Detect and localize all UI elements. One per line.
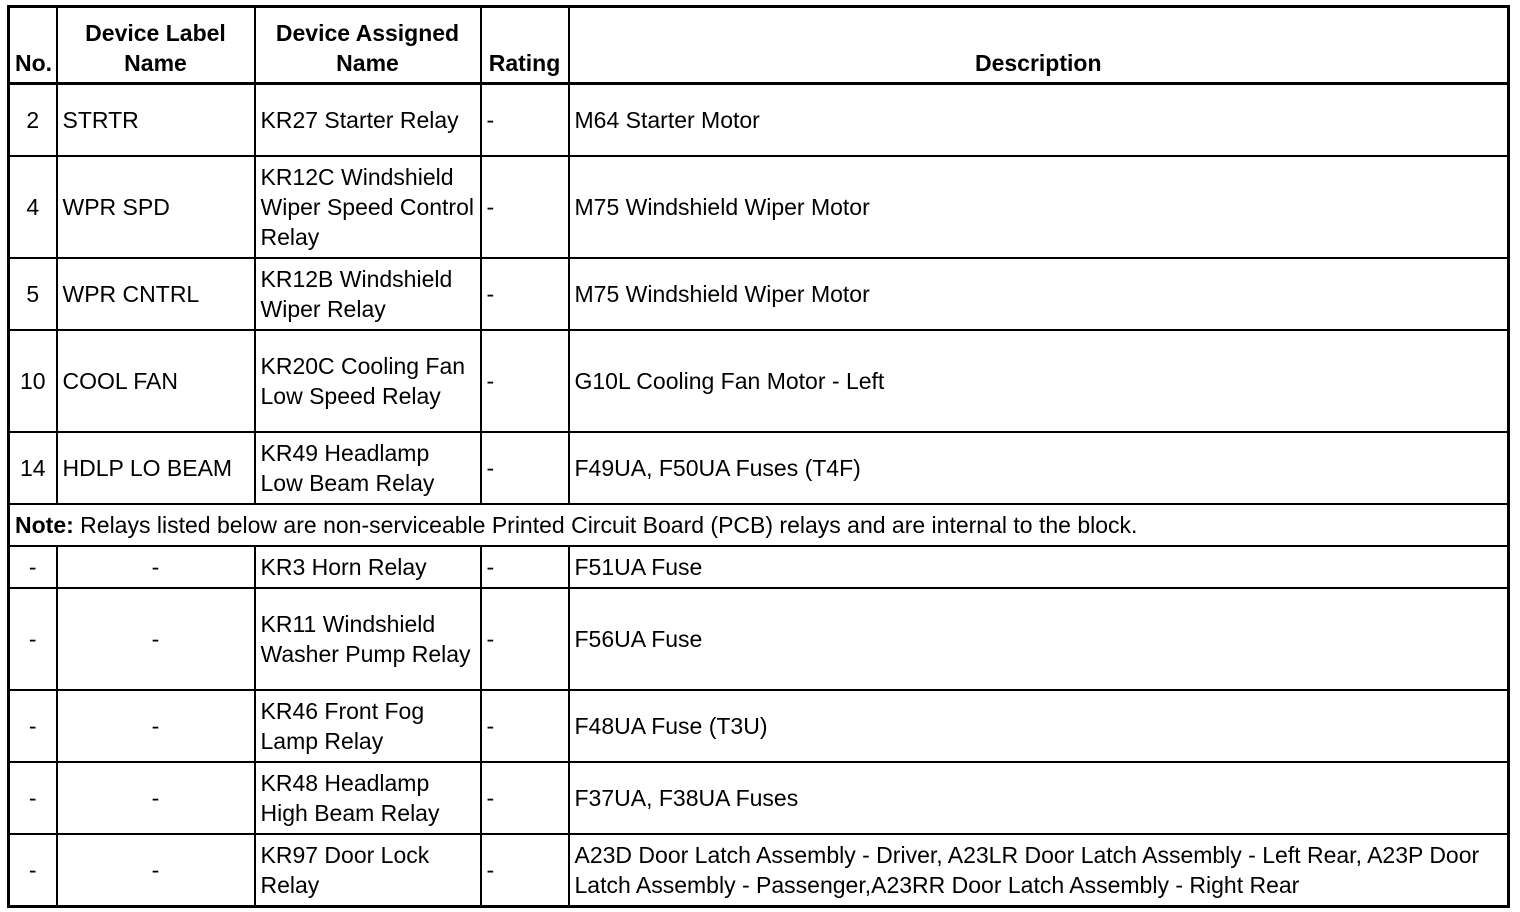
cell-device-label: HDLP LO BEAM <box>57 432 255 504</box>
cell-no: 5 <box>9 258 57 330</box>
cell-rating: - <box>481 432 569 504</box>
cell-no: - <box>9 762 57 834</box>
cell-rating: - <box>481 84 569 157</box>
cell-description: M75 Windshield Wiper Motor <box>569 258 1509 330</box>
cell-no: - <box>9 834 57 907</box>
cell-device-label: - <box>57 690 255 762</box>
cell-device-label: WPR SPD <box>57 156 255 258</box>
cell-description: A23D Door Latch Assembly - Driver, A23LR Door Latch Assembly - Left Rear, A23P Door Latch Assembly - Passenger,A23RR Door Latch Assembly - Right Rear <box>569 834 1509 907</box>
header-rating: Rating <box>481 7 569 84</box>
header-device-assigned-name: Device Assigned Name <box>255 7 481 84</box>
cell-device-assigned: KR3 Horn Relay <box>255 546 481 588</box>
table-row <box>9 432 1509 504</box>
cell-device-assigned: KR12B Windshield Wiper Relay <box>255 258 481 330</box>
relay-table <box>7 5 1510 908</box>
cell-device-assigned: KR97 Door Lock Relay <box>255 834 481 907</box>
cell-device-label: - <box>57 588 255 690</box>
cell-rating: - <box>481 156 569 258</box>
header-device-label-name: Device Label Name <box>57 7 255 84</box>
cell-device-assigned: KR46 Front Fog Lamp Relay <box>255 690 481 762</box>
cell-rating: - <box>481 330 569 432</box>
table-row <box>9 330 1509 432</box>
table-row <box>9 546 1509 588</box>
cell-description: F51UA Fuse <box>569 546 1509 588</box>
table-header-row <box>9 7 1509 84</box>
table-row <box>9 690 1509 762</box>
note-cell <box>9 504 1509 546</box>
note-text: Relays listed below are non-serviceable Printed Circuit Board (PCB) relays and are internal to the block. <box>73 512 1138 538</box>
cell-device-label: - <box>57 834 255 907</box>
cell-device-assigned: KR12C Windshield Wiper Speed Control Relay <box>255 156 481 258</box>
header-description: Description <box>569 7 1509 84</box>
cell-description: F48UA Fuse (T3U) <box>569 690 1509 762</box>
cell-device-label: - <box>57 762 255 834</box>
cell-description: M64 Starter Motor <box>569 84 1509 157</box>
cell-no: 14 <box>9 432 57 504</box>
cell-no: 2 <box>9 84 57 157</box>
note-label: Note: <box>15 512 74 538</box>
cell-no: 10 <box>9 330 57 432</box>
cell-rating: - <box>481 834 569 907</box>
cell-device-label: STRTR <box>57 84 255 157</box>
table-row <box>9 834 1509 907</box>
table-row <box>9 84 1509 157</box>
header-no: No. <box>9 7 57 84</box>
cell-device-label: - <box>57 546 255 588</box>
cell-device-assigned: KR20C Cooling Fan Low Speed Relay <box>255 330 481 432</box>
cell-no: - <box>9 546 57 588</box>
cell-device-label: WPR CNTRL <box>57 258 255 330</box>
note-row <box>9 504 1509 546</box>
cell-description: F56UA Fuse <box>569 588 1509 690</box>
cell-rating: - <box>481 690 569 762</box>
cell-no: - <box>9 690 57 762</box>
cell-description: M75 Windshield Wiper Motor <box>569 156 1509 258</box>
cell-rating: - <box>481 588 569 690</box>
cell-device-assigned: KR27 Starter Relay <box>255 84 481 157</box>
cell-rating: - <box>481 762 569 834</box>
cell-description: G10L Cooling Fan Motor - Left <box>569 330 1509 432</box>
cell-no: 4 <box>9 156 57 258</box>
cell-device-assigned: KR49 Headlamp Low Beam Relay <box>255 432 481 504</box>
table-row <box>9 588 1509 690</box>
cell-rating: - <box>481 546 569 588</box>
cell-device-assigned: KR11 Windshield Washer Pump Relay <box>255 588 481 690</box>
cell-description: F49UA, F50UA Fuses (T4F) <box>569 432 1509 504</box>
table-row <box>9 156 1509 258</box>
table-row <box>9 258 1509 330</box>
cell-device-label: COOL FAN <box>57 330 255 432</box>
cell-rating: - <box>481 258 569 330</box>
cell-description: F37UA, F38UA Fuses <box>569 762 1509 834</box>
cell-device-assigned: KR48 Headlamp High Beam Relay <box>255 762 481 834</box>
cell-no: - <box>9 588 57 690</box>
table-row <box>9 762 1509 834</box>
